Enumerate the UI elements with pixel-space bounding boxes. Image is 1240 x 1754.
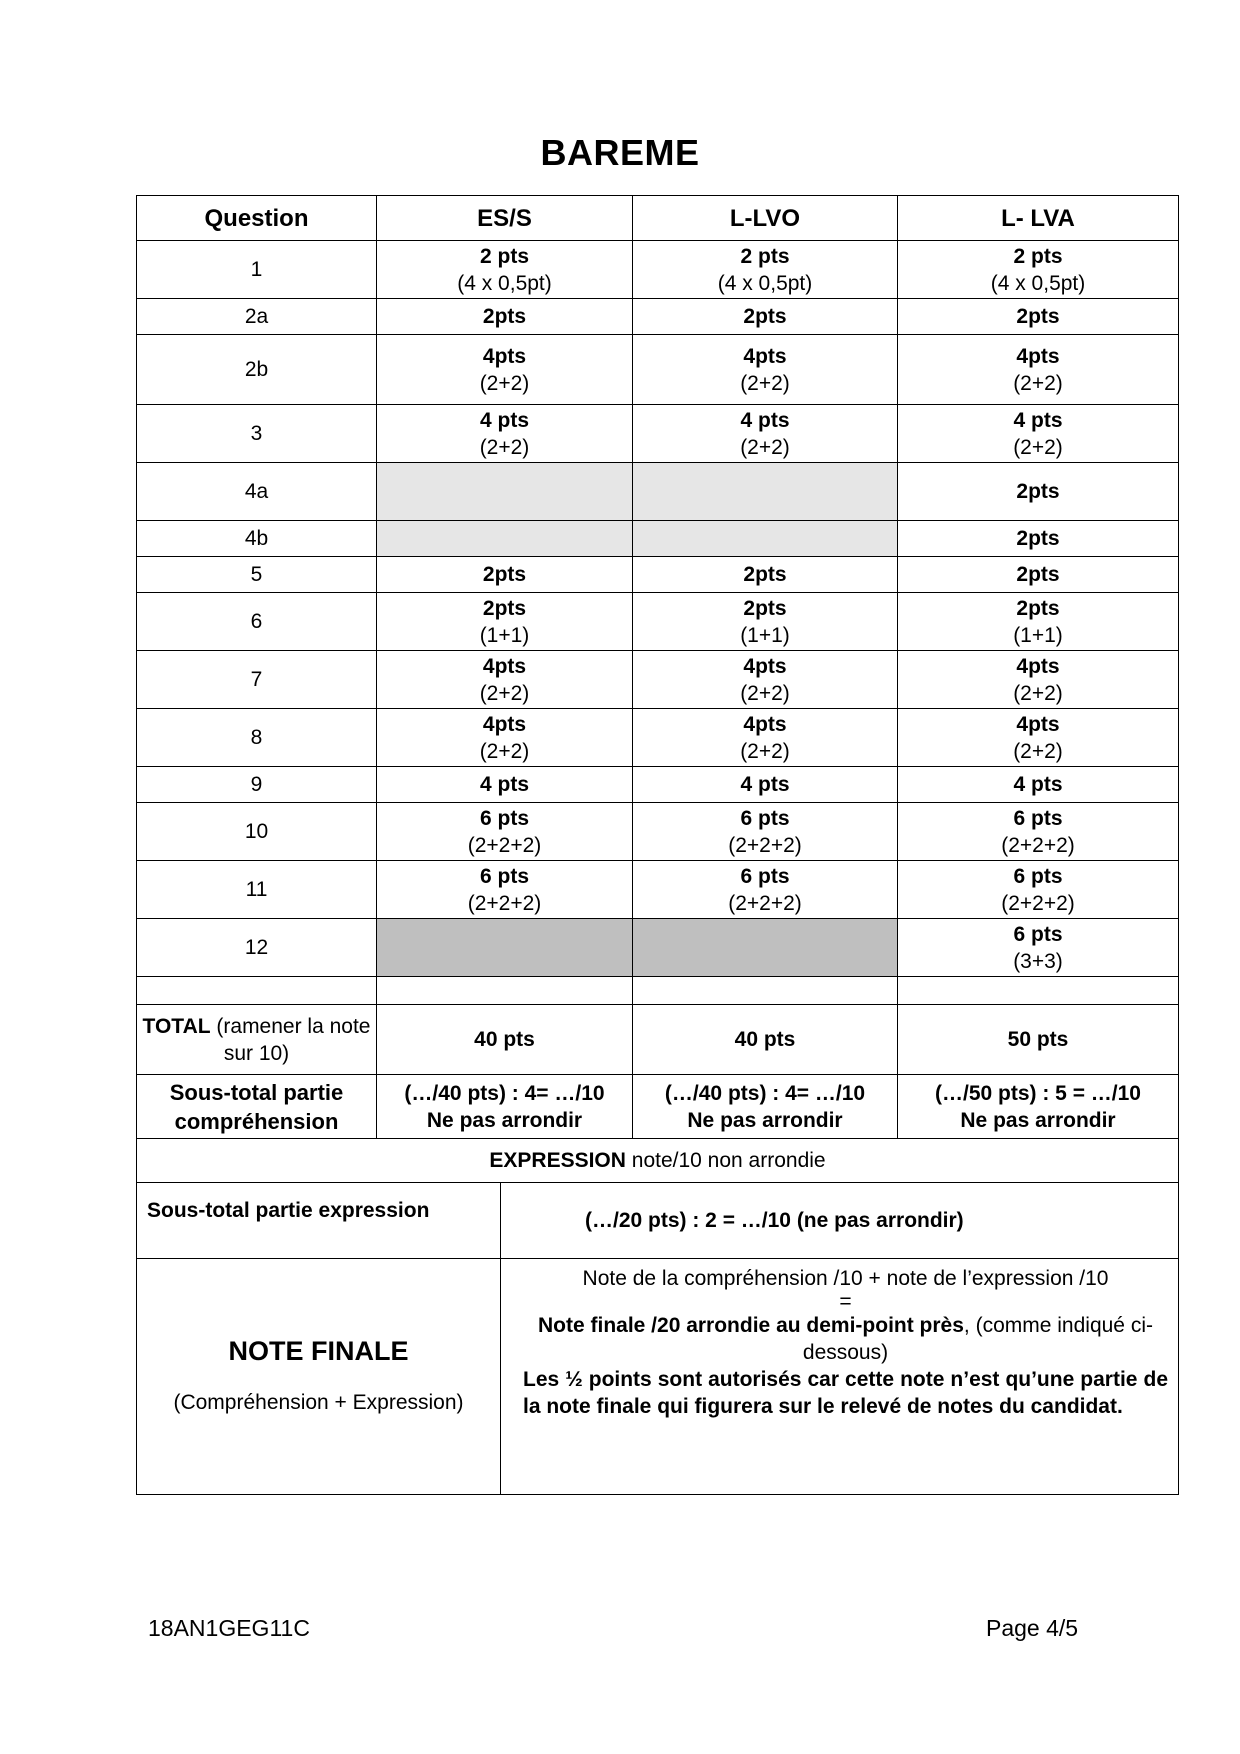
points-cell [898, 557, 1179, 593]
points-value: 2pts [482, 305, 527, 328]
points-value: 6 pts [479, 806, 529, 830]
points-breakdown: (2+2) [479, 435, 530, 459]
points-value: 2pts [1016, 305, 1060, 328]
header-es-s: ES/S [377, 196, 633, 241]
points-cell [898, 521, 1179, 557]
question-cell: 12 [137, 919, 377, 977]
points-value: 2pts [743, 596, 787, 620]
points-cell [633, 919, 898, 977]
table-row [137, 919, 1179, 977]
points-cell [377, 709, 633, 767]
question-cell: 1 [137, 241, 377, 299]
sous-total-expression-row [137, 1183, 1179, 1259]
points-cell [633, 299, 898, 335]
question-cell: 9 [137, 767, 377, 803]
table-row [137, 463, 1179, 521]
points-breakdown: (2+2) [740, 371, 790, 395]
points-value: 2 pts [1013, 244, 1063, 268]
note-finale-line2-bold: Note finale /20 arrondie au demi-point près [538, 1314, 964, 1337]
document-code: 18AN1GEG11C [148, 1615, 310, 1641]
table-row [137, 651, 1179, 709]
total-label-bold: TOTAL [142, 1014, 211, 1038]
points-cell [377, 803, 633, 861]
total-col1: 40 pts [377, 1005, 633, 1075]
table-row [137, 593, 1179, 651]
points-cell [633, 861, 898, 919]
points-cell [377, 241, 633, 299]
question-cell: 3 [137, 405, 377, 463]
points-breakdown: (1+1) [740, 623, 790, 647]
points-cell [633, 767, 898, 803]
points-breakdown: (2+2) [1013, 739, 1063, 763]
points-value: 2pts [482, 596, 527, 620]
note-finale-subtitle: (Compréhension + Expression) [173, 1390, 464, 1414]
points-value: 4pts [743, 344, 787, 368]
final-note-table [136, 1182, 1179, 1495]
table-row [137, 861, 1179, 919]
total-row [137, 1005, 1179, 1075]
points-breakdown: (2+2) [479, 739, 530, 763]
points-value: 2pts [1016, 596, 1060, 620]
points-value: 6 pts [1013, 806, 1063, 830]
question-cell: 6 [137, 593, 377, 651]
points-breakdown: (2+2+2) [728, 833, 802, 857]
comprehension-formula: (…/40 pts) : 4= …/10 [664, 1081, 866, 1105]
points-breakdown: (2+2) [479, 681, 530, 705]
points-value: 4 pts [479, 773, 529, 796]
points-cell [633, 405, 898, 463]
points-cell [377, 405, 633, 463]
points-value: 2pts [743, 305, 787, 328]
note-finale-equals: = [839, 1290, 852, 1313]
question-cell: 4a [137, 463, 377, 521]
points-breakdown: (2+2+2) [1001, 833, 1075, 857]
points-value: 2pts [482, 563, 527, 586]
bareme-table [136, 195, 1179, 1183]
note-finale-line2 [523, 1312, 1168, 1366]
points-cell [377, 651, 633, 709]
comprehension-note: Ne pas arrondir [426, 1108, 583, 1132]
points-value: 4pts [482, 344, 527, 368]
points-breakdown: (2+2) [479, 371, 530, 395]
points-value: 2pts [1016, 527, 1060, 550]
points-value: 4pts [482, 654, 527, 678]
sous-total-comprehension-cell [377, 1075, 633, 1139]
question-cell: 11 [137, 861, 377, 919]
points-breakdown: (2+2) [1013, 435, 1063, 459]
points-value: 4 pts [740, 773, 790, 796]
question-cell: 5 [137, 557, 377, 593]
expression-label-bold: EXPRESSION [489, 1149, 626, 1172]
note-finale-line1: Note de la compréhension /10 + note de l’expression /10 [582, 1267, 1109, 1290]
table-row [137, 557, 1179, 593]
table-row [137, 299, 1179, 335]
points-cell [633, 593, 898, 651]
table-row [137, 521, 1179, 557]
sous-total-comprehension-label: Sous-total partie compréhension [137, 1075, 377, 1139]
points-value: 4 pts [1013, 408, 1063, 432]
points-value: 2 pts [479, 244, 529, 268]
points-value: 6 pts [479, 864, 529, 888]
points-breakdown: (1+1) [1013, 623, 1063, 647]
table-row [137, 709, 1179, 767]
points-value: 4 pts [479, 408, 529, 432]
empty-cell [633, 977, 898, 1005]
points-value: 2pts [1016, 563, 1060, 586]
expression-row [137, 1139, 1179, 1183]
points-value: 4pts [482, 712, 527, 736]
points-cell [633, 335, 898, 405]
comprehension-note: Ne pas arrondir [960, 1108, 1116, 1132]
question-cell: 4b [137, 521, 377, 557]
points-value: 6 pts [740, 864, 790, 888]
points-cell [377, 335, 633, 405]
points-cell [633, 521, 898, 557]
points-cell [633, 557, 898, 593]
points-value: 4pts [1016, 712, 1060, 736]
expression-label [137, 1139, 1179, 1183]
points-cell [898, 919, 1179, 977]
points-cell [898, 463, 1179, 521]
points-cell [633, 651, 898, 709]
points-cell [898, 709, 1179, 767]
note-finale-title: NOTE FINALE [228, 1335, 409, 1366]
empty-cell [377, 977, 633, 1005]
points-cell [377, 299, 633, 335]
expression-label-rest: note/10 non arrondie [625, 1149, 826, 1172]
points-cell [898, 405, 1179, 463]
points-value: 2 pts [740, 244, 790, 268]
total-col2: 40 pts [633, 1005, 898, 1075]
spacer-row [137, 977, 1179, 1005]
total-label-rest: (ramener la note sur 10) [210, 1014, 371, 1065]
question-cell: 2a [137, 299, 377, 335]
points-cell [633, 241, 898, 299]
points-value: 4pts [743, 654, 787, 678]
points-cell [377, 521, 633, 557]
sous-total-comprehension-cell [633, 1075, 898, 1139]
points-value: 2pts [1016, 480, 1060, 503]
points-cell [633, 463, 898, 521]
points-breakdown: (4 x 0,5pt) [717, 271, 813, 295]
sous-total-expression-formula: (…/20 pts) : 2 = …/10 (ne pas arrondir) [501, 1183, 1179, 1259]
points-cell [633, 709, 898, 767]
question-cell: 10 [137, 803, 377, 861]
note-finale-line3: Les ½ points sont autorisés car cette note n’est qu’une partie de la note finale qui figurera sur le relevé de notes du candidat. [523, 1368, 1168, 1418]
total-label [137, 1005, 377, 1075]
note-finale-row [137, 1259, 1179, 1495]
comprehension-formula: (…/50 pts) : 5 = …/10 [935, 1081, 1141, 1105]
points-cell [898, 335, 1179, 405]
points-breakdown: (2+2+2) [728, 891, 802, 915]
header-l-lvo: L-LVO [633, 196, 898, 241]
header-row [137, 196, 1179, 241]
points-breakdown: (2+2) [1013, 681, 1063, 705]
points-breakdown: (3+3) [1013, 949, 1063, 973]
header-l-lva: L- LVA [898, 196, 1179, 241]
points-cell [898, 803, 1179, 861]
points-breakdown: (4 x 0,5pt) [990, 271, 1086, 295]
comprehension-formula: (…/40 pts) : 4= …/10 [404, 1081, 605, 1105]
points-cell [377, 557, 633, 593]
points-breakdown: (2+2) [740, 435, 790, 459]
points-cell [377, 463, 633, 521]
sous-total-comprehension-cell [898, 1075, 1179, 1139]
points-value: 6 pts [740, 806, 790, 830]
points-cell [898, 767, 1179, 803]
table-row [137, 335, 1179, 405]
points-cell [898, 241, 1179, 299]
total-col3: 50 pts [898, 1005, 1179, 1075]
comprehension-note: Ne pas arrondir [687, 1108, 843, 1132]
points-value: 4pts [1016, 344, 1060, 368]
table-row [137, 405, 1179, 463]
note-finale-line2-rest: , (comme indiqué ci-dessous) [802, 1314, 1153, 1364]
sous-total-comprehension-row [137, 1075, 1179, 1139]
points-cell [898, 593, 1179, 651]
points-cell [633, 803, 898, 861]
table-row [137, 803, 1179, 861]
points-value: 4 pts [1013, 773, 1063, 796]
points-value: 4pts [1016, 654, 1060, 678]
points-cell [377, 593, 633, 651]
points-cell [898, 651, 1179, 709]
page-number: Page 4/5 [986, 1615, 1079, 1641]
empty-cell [898, 977, 1179, 1005]
points-value: 4pts [743, 712, 787, 736]
points-value: 2pts [743, 563, 787, 586]
points-breakdown: (1+1) [479, 623, 530, 647]
points-breakdown: (2+2) [740, 681, 790, 705]
points-cell [898, 861, 1179, 919]
points-value: 4 pts [740, 408, 790, 432]
empty-cell [137, 977, 377, 1005]
points-breakdown: (2+2) [1013, 371, 1063, 395]
points-value: 6 pts [1013, 864, 1063, 888]
points-breakdown: (2+2) [740, 739, 790, 763]
points-breakdown: (2+2+2) [1001, 891, 1075, 915]
question-cell: 2b [137, 335, 377, 405]
header-question: Question [137, 196, 377, 241]
points-breakdown: (2+2+2) [467, 891, 542, 915]
question-cell: 7 [137, 651, 377, 709]
table-row [137, 241, 1179, 299]
points-cell [377, 919, 633, 977]
table-row [137, 767, 1179, 803]
points-value: 6 pts [1013, 922, 1063, 946]
points-breakdown: (4 x 0,5pt) [457, 271, 552, 295]
sous-total-expression-label: Sous-total partie expression [137, 1183, 501, 1259]
points-cell [377, 767, 633, 803]
points-breakdown: (2+2+2) [467, 833, 542, 857]
page-title: BAREME [540, 132, 700, 173]
question-cell: 8 [137, 709, 377, 767]
points-cell [898, 299, 1179, 335]
points-cell [377, 861, 633, 919]
